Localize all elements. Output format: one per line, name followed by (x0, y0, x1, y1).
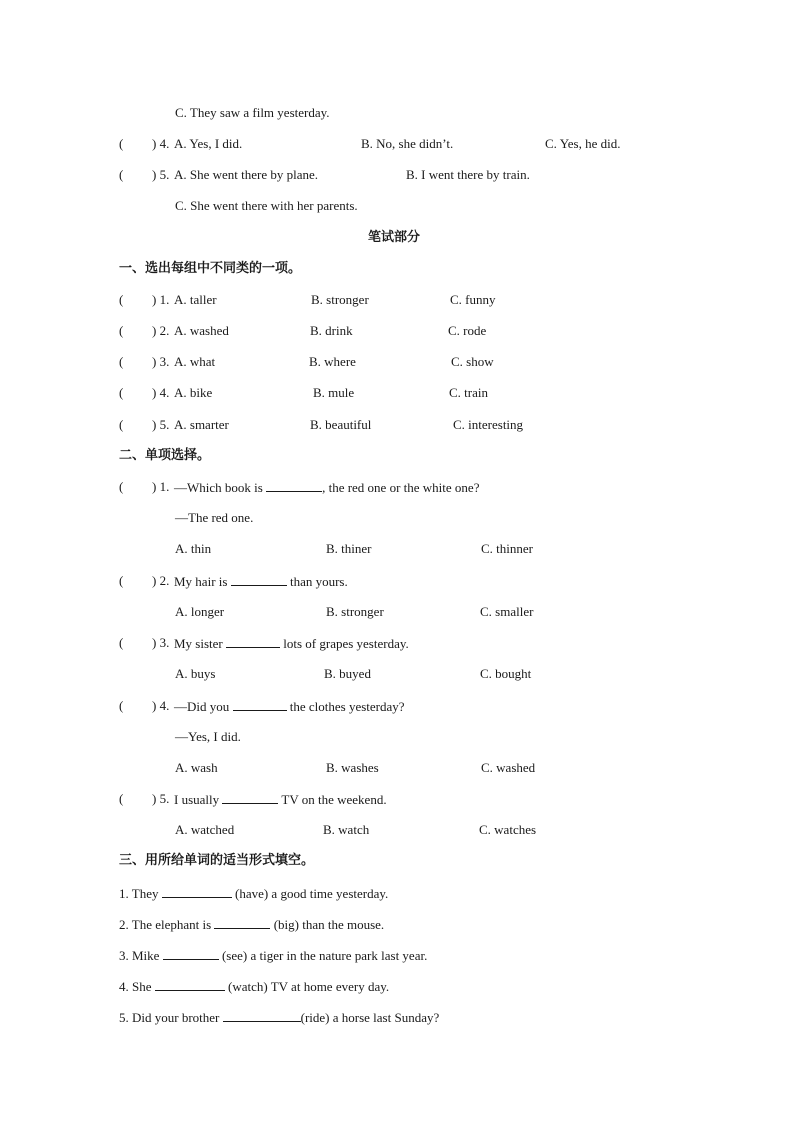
question-stem: My hair is than yours. (174, 574, 348, 589)
fill-in-item: 4. She (watch) TV at home every day. (119, 979, 390, 994)
option-c: C. train (449, 385, 488, 400)
option-b: B. thiner (326, 541, 372, 556)
option-c: C. interesting (453, 417, 524, 432)
question-number: ) 5. (152, 417, 170, 432)
option-a: A. taller (174, 292, 217, 307)
answer-paren[interactable]: ( (119, 698, 124, 713)
answer-blank[interactable] (231, 573, 287, 586)
answer-blank[interactable] (233, 698, 287, 711)
option-a: A. what (174, 354, 216, 369)
answer-blank[interactable] (155, 978, 225, 991)
option-a: A. bike (174, 385, 213, 400)
question-number: ) 5. (152, 791, 170, 806)
option-c: C. thinner (481, 541, 533, 556)
option-b: B. beautiful (310, 417, 372, 432)
answer-paren[interactable]: ( (119, 292, 124, 307)
fill-in-item: 2. The elephant is (big) than the mouse. (119, 917, 385, 932)
answer-blank[interactable] (226, 635, 280, 648)
option-b: B. drink (310, 323, 353, 338)
question-stem: I usually TV on the weekend. (174, 792, 387, 807)
answer-paren[interactable]: ( (119, 573, 124, 588)
question-number: ) 3. (152, 635, 170, 650)
option-b: B. where (309, 354, 356, 369)
option-b: B. washes (326, 760, 379, 775)
answer-paren[interactable]: ( (119, 417, 124, 432)
question-number: ) 4. (152, 385, 170, 400)
option-c: C. smaller (480, 604, 534, 619)
answer-blank[interactable] (163, 947, 219, 960)
dialogue-answer: —The red one. (175, 510, 254, 525)
option-a: A. thin (175, 541, 212, 556)
answer-paren[interactable]: ( (119, 167, 124, 182)
fill-in-item: 3. Mike (see) a tiger in the nature park last year. (119, 948, 428, 963)
answer-paren[interactable]: ( (119, 385, 124, 400)
answer-paren[interactable]: ( (119, 635, 124, 650)
question-number: ) 4. (152, 136, 170, 151)
option-a: A. Yes, I did. (174, 136, 243, 151)
answer-paren[interactable]: ( (119, 136, 124, 151)
option-b: B. watch (323, 822, 370, 837)
option-c: C. rode (448, 323, 487, 338)
option-a: A. longer (175, 604, 225, 619)
option-b: B. mule (313, 385, 355, 400)
option-a: A. buys (175, 666, 216, 681)
fill-in-item: 5. Did your brother (ride) a horse last Sunday? (119, 1010, 440, 1025)
question-stem: My sister lots of grapes yesterday. (174, 636, 409, 651)
answer-paren[interactable]: ( (119, 323, 124, 338)
option-b: B. No, she didn’t. (361, 136, 454, 151)
option-a: A. smarter (174, 417, 229, 432)
option-a: A. washed (174, 323, 229, 338)
dialogue-answer: —Yes, I did. (175, 729, 241, 744)
option-c: C. bought (480, 666, 532, 681)
question-stem: —Which book is , the red one or the white one? (174, 480, 480, 495)
written-part-title: 笔试部分 (368, 230, 421, 245)
question-number: ) 1. (152, 292, 170, 307)
section-1-heading: 一、选出每组中不同类的一项。 (119, 261, 302, 276)
question-number: ) 5. (152, 167, 170, 182)
question-number: ) 2. (152, 573, 170, 588)
question-number: ) 1. (152, 479, 170, 494)
listening-q3-option-c: C. They saw a film yesterday. (175, 105, 330, 120)
option-b: B. stronger (311, 292, 369, 307)
answer-paren[interactable]: ( (119, 479, 124, 494)
answer-blank[interactable] (222, 791, 278, 804)
section-3-heading: 三、用所给单词的适当形式填空。 (119, 853, 315, 868)
answer-blank[interactable] (266, 479, 322, 492)
question-number: ) 2. (152, 323, 170, 338)
answer-blank[interactable] (223, 1009, 301, 1022)
option-c: C. She went there with her parents. (175, 198, 358, 213)
section-2-heading: 二、单项选择。 (119, 448, 211, 463)
option-a: A. wash (175, 760, 218, 775)
option-c: C. show (451, 354, 494, 369)
question-stem: —Did you the clothes yesterday? (174, 699, 405, 714)
answer-blank[interactable] (162, 885, 232, 898)
option-c: C. funny (450, 292, 496, 307)
fill-in-item: 1. They (have) a good time yesterday. (119, 886, 389, 901)
option-a: A. She went there by plane. (174, 167, 319, 182)
answer-paren[interactable]: ( (119, 354, 124, 369)
option-b: B. buyed (324, 666, 371, 681)
option-c: C. watches (479, 822, 537, 837)
option-a: A. watched (175, 822, 235, 837)
option-b: B. I went there by train. (406, 167, 530, 182)
answer-paren[interactable]: ( (119, 791, 124, 806)
question-number: ) 3. (152, 354, 170, 369)
answer-blank[interactable] (214, 916, 270, 929)
option-c: C. Yes, he did. (545, 136, 621, 151)
question-number: ) 4. (152, 698, 170, 713)
option-b: B. stronger (326, 604, 384, 619)
option-c: C. washed (481, 760, 536, 775)
